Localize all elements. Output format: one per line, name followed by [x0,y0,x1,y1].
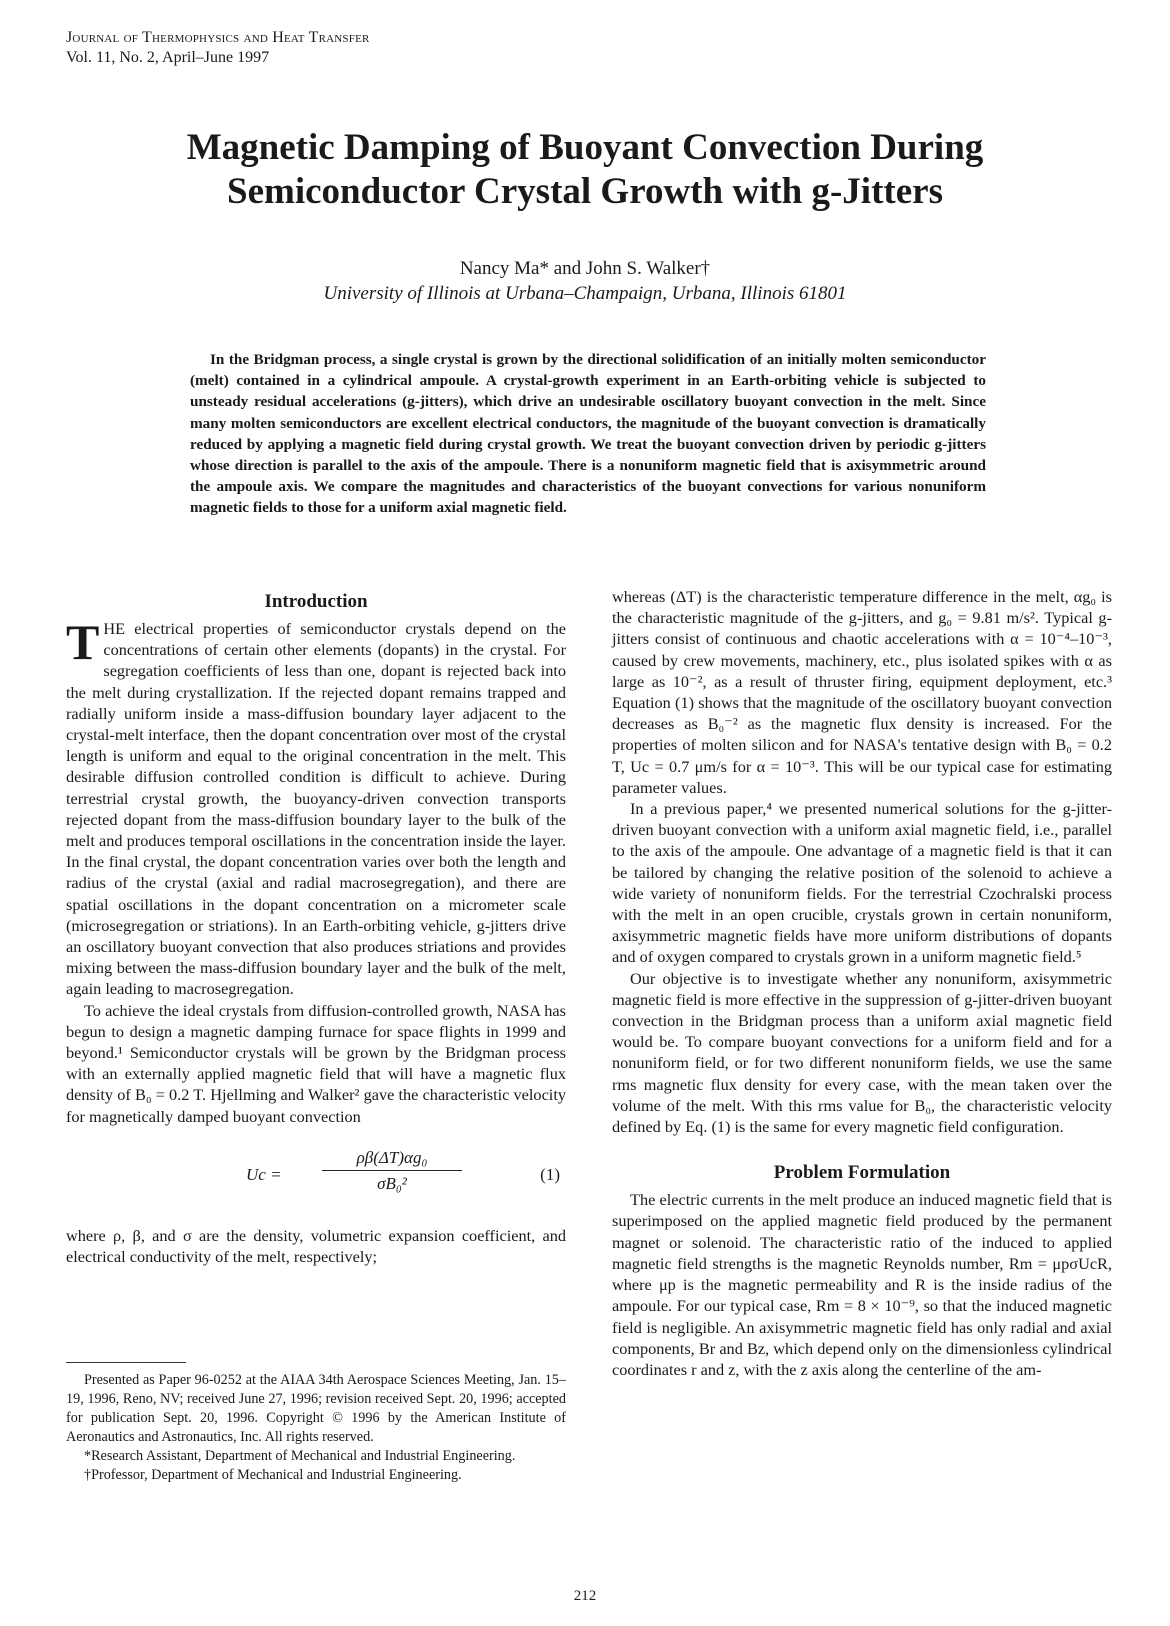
footnote-3: †Professor, Department of Mechanical and Industrial Engineering. [84,1467,462,1483]
right-column [612,586,1112,1380]
equation-fraction [322,1147,462,1194]
journal-issue: Vol. 11, No. 2, April–June 1997 [66,49,270,66]
right-paragraph-2: In a previous paper,⁴ we presented numerical solutions for the g-jitter-driven buoyant convection with a uniform axial magnetic field, i.e., parallel to the axis of the ampoule. One advantage of a magnetic field is that it can be tailored by changing the relative position of the solenoid to achieve a wide variety of nonuniform fields. For the terrestrial Czochralski process with the melt in an open crucible, crystals grown in certain nonuniform, axisymmetric magnetic fields have more uniform distributions of dopants and of oxygen compared to crystals grown in a uniform magnetic field.⁵ [612,799,1112,967]
page-number: 212 [573,1588,597,1604]
footnotes [66,1362,566,1485]
paper-title [100,126,1070,214]
equation-lhs: Uc = [246,1164,282,1184]
title-line-2: Semiconductor Crystal Growth with g-Jitters [227,171,943,212]
affiliation: University of Illinois at Urbana–Champaign, Urbana, Illinois 61801 [323,283,847,304]
authors: Nancy Ma* and John S. Walker† [459,258,711,279]
right-paragraph-1: whereas (ΔT) is the characteristic temperature difference in the melt, αg₀ is the characteristic magnitude of the g-jitters, and g₀ = 9.81 m/s². Typical g-jitters consist of continuous and chaotic accelerations with α = 10⁻⁴–10⁻³, caused by crew movements, machinery, etc., plus isolated spikes with α as large as 10⁻², as a result of thruster firing, equipment deployment, etc.³ Equation (1) shows that the magnitude of the oscillatory buoyant convection decreases as B₀⁻² as the magnetic flux density is increased. For the properties of molten silicon and for NASA's tentative design with B₀ = 0.2 T, Uc = 0.7 μm/s for α = 10⁻³. This will be our typical case for estimating parameter values. [612,587,1112,797]
left-column [66,590,566,1267]
right-paragraph-3: Our objective is to investigate whether any nonuniform, axisymmetric magnetic field is more effective in the suppression of g-jitter-driven buoyant convection in the Bridgman process than a uniform axial magnetic field would be. To compare buoyant convections for a uniform field and for a nonuniform field, or for two different nonuniform fields, we use the same rms magnetic flux density for every case, with the mean taken over the volume of the melt. With this rms value for B₀, the characteristic velocity defined by Eq. (1) is the same for every magnetic field configuration. [612,968,1112,1137]
footnote-rule [66,1362,186,1363]
title-line-1: Magnetic Damping of Buoyant Convection During [186,127,984,168]
equation-1 [66,1147,566,1205]
drop-cap: T [66,614,100,670]
right-paragraph-4: The electric currents in the melt produce an induced magnetic field that is superimposed on the applied magnetic field produced by the permanent magnet or solenoid. The characteristic ratio of the induced to applied magnetic field strengths is the magnetic Reynolds number, Rm = μpσUcR, where μp is the magnetic permeability and R is the inside radius of the ampoule. For our typical case, Rm = 8 × 10⁻⁹, so that the induced magnetic field is negligible. An axisymmetric magnetic field has only radial and axial components, Br and Bz, which depend only on the dimensionless cylindrical coordinates r and z, with the z axis along the centerline of the am- [612,1190,1112,1379]
journal-header [66,28,370,68]
intro-paragraph-1 [66,614,566,1000]
footnote-2: *Research Assistant, Department of Mechanical and Industrial Engineering. [84,1448,516,1464]
abstract: In the Bridgman process, a single crystal is grown by the directional solidification of an initially molten semiconductor (melt) contained in a cylindrical ampoule. A crystal-growth experiment in an Earth-orbiting vehicle is subjected to unsteady residual accelerations (g-jitters), which drive an undesirable oscillatory buoyant convection in the melt. Since many molten semiconductors are excellent electrical conductors, the magnitude of the buoyant convection is dramatically reduced by applying a magnetic field during crystal growth. We treat the buoyant convection driven by periodic g-jitters whose direction is parallel to the axis of the ampoule. There is a nonuniform magnetic field that is axisymmetric around the ampoule axis. We compare the magnitudes and characteristics of the buoyant convections for various nonuniform magnetic fields to those for a uniform axial magnetic field. [190,351,986,517]
equation-denominator: σB₀² [377,1174,407,1194]
problem-formulation-heading: Problem Formulation [773,1162,951,1184]
equation-numerator: ρβ(ΔT)αg₀ [322,1147,462,1171]
intro-paragraph-3: where ρ, β, and σ are the density, volumetric expansion coefficient, and electrical conductivity of the melt, respectively; [66,1225,566,1267]
equation-number: (1) [540,1164,560,1184]
journal-name: Journal of Thermophysics and Heat Transfer [66,29,370,46]
footnote-1: Presented as Paper 96-0252 at the AIAA 34th Aerospace Sciences Meeting, Jan. 15–19, 1996, Reno, NV; received June 27, 1996; revision received Sept. 20, 1996; accepted for publication Sept. 20, 1996. Copyright © 1996 by the American Institute of Aeronautics and Astronautics, Inc. All rights reserved. [66,1372,566,1445]
section-spacer [612,1137,1112,1161]
introduction-heading: Introduction [264,591,368,612]
intro-paragraph-1-text: HE electrical properties of semiconductor crystals depend on the concentrations of certain other elements (dopants) in the crystal. For segregation coefficients of less than one, dopant is rejected back into the melt during crystallization. If the rejected dopant remains trapped and radially uniform inside a mass-diffusion boundary layer adjacent to the crystal-melt interface, then the dopant concentration over most of the crystal length is uniform and equal to the original concentration in the melt. This desirable diffusion controlled condition is difficult to achieve. During terrestrial crystal growth, the buoyancy-driven convection transports rejected dopant from the mass-diffusion boundary layer to the bulk of the melt and produces temporal oscillations in the concentration inside the layer. In the final crystal, the dopant concentration varies over both the length and radius of the crystal (axial and radial macrosegregation), and there are spatial oscillations in the dopant concentration on a micrometer scale (microsegregation or striations). In an Earth-orbiting vehicle, g-jitters drive an oscillatory buoyant convection that also produces striations and provides mixing between the mass-diffusion boundary layer and the bulk of the melt, again leading to macrosegregation. [66,619,566,999]
intro-paragraph-2: To achieve the ideal crystals from diffusion-controlled growth, NASA has begun to design a magnetic damping furnace for space flights in 1999 and beyond.¹ Semiconductor crystals will be grown by the Bridgman process with an externally applied magnetic field that will have a magnetic flux density of B₀ = 0.2 T. Hjellming and Walker² gave the characteristic velocity for magnetically damped buoyant convection [66,1000,566,1126]
